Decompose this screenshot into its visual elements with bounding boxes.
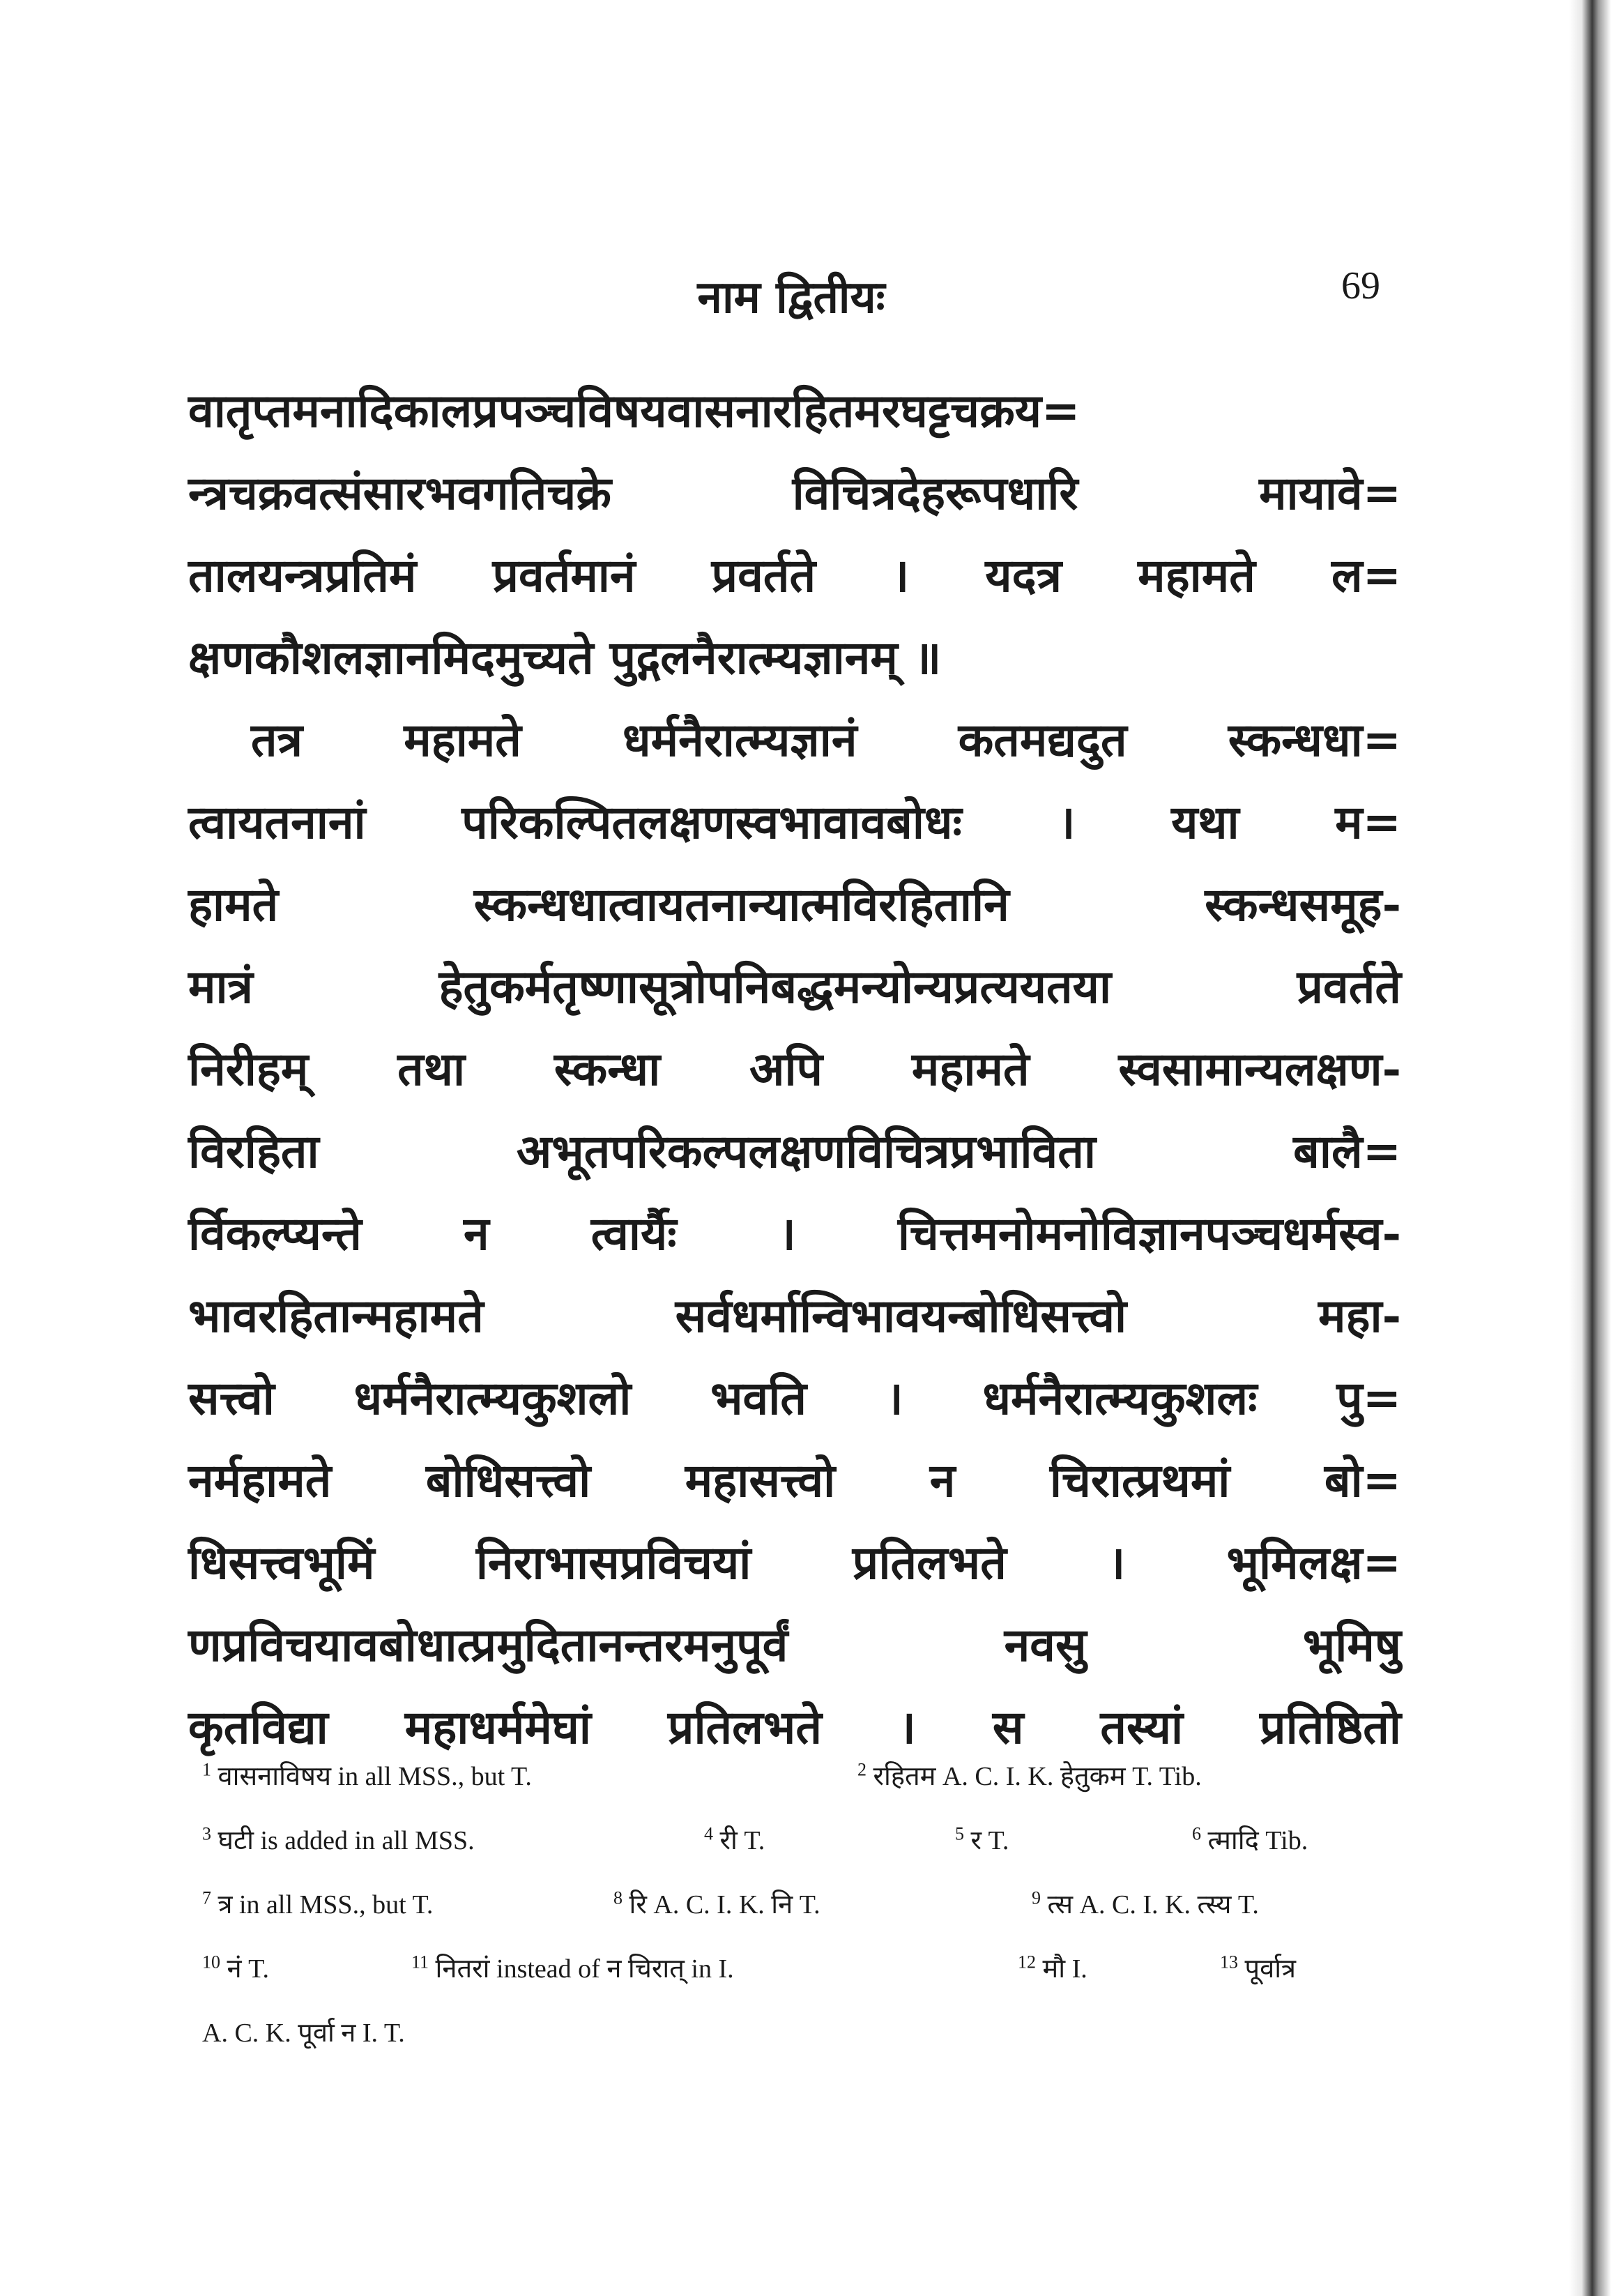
- footnote-row: [202, 1871, 1394, 1936]
- text-line: तत्र महामते धर्मनैरात्म्यज्ञानं कतमद्यदुत स्कन्धधा=: [251, 713, 1401, 767]
- text-line: क्षणकौशलज्ञानमिदमुच्यते पुद्गलनैरात्म्यज्ञानम् ॥: [188, 630, 942, 685]
- footnotes: [202, 1743, 1394, 2064]
- page-binding-edge: [1569, 0, 1611, 2296]
- text-line: त्वायतनानां परिकल्पितलक्षणस्वभावावबोधः । यथा म=: [188, 795, 1401, 849]
- footnote: $^{13}$ पूर्वात्र: [1220, 1952, 1297, 1984]
- text-line: कृतविद्या महाधर्ममेघां प्रतिलभते । स तस्यां प्रतिष्ठितो: [188, 1700, 1401, 1754]
- footnote: $^{12}$ मौ I.: [1018, 1952, 1087, 1984]
- text-line: णप्रविचयावबोधात्प्रमुदितानन्तरमनुपूर्वं नवसु भूमिषु: [188, 1618, 1401, 1672]
- footnote: $^2$ रहितम A. C. I. K. हेतुकम T. Tib.: [857, 1759, 1202, 1791]
- text-line: सत्त्वो धर्मनैरात्म्यकुशलो भवति । धर्मनैरात्म्यकुशलः पु=: [188, 1371, 1401, 1425]
- text-line: र्विकल्प्यन्ते न त्वार्यैः । चित्तमनोमनोविज्ञानपञ्चधर्मस्व-: [188, 1206, 1401, 1261]
- text-line: तालयन्त्रप्रतिमं प्रवर्तमानं प्रवर्तते । यदत्र महामते ल=: [188, 548, 1401, 602]
- footnote: $^7$ त्र in all MSS., but T.: [202, 1887, 434, 1919]
- text-line: हामते स्कन्धधात्वायतनान्यात्मविरहितानि स्कन्धसमूह-: [188, 877, 1401, 932]
- footnote: $^4$ री T.: [704, 1823, 765, 1855]
- footnote-row: [202, 1743, 1394, 1807]
- text-line: वातृप्तमनादिकालप्रपञ्चविषयवासनारहितमरघट्टचक्रय=: [188, 383, 1081, 438]
- text-line: निरीहम् तथा स्कन्धा अपि महामते स्वसामान्यलक्षण-: [188, 1042, 1401, 1096]
- footnote: $^{10}$ नं T.: [202, 1952, 269, 1984]
- footnote: $^9$ त्स A. C. I. K. त्स्य T.: [1032, 1887, 1259, 1919]
- footnote: $^3$ घटी is added in all MSS.: [202, 1823, 475, 1855]
- footnote: $^8$ रि A. C. I. K. नि T.: [613, 1887, 820, 1919]
- text-line: धिसत्त्वभूमिं निराभासप्रविचयां प्रतिलभते । भूमिलक्ष=: [188, 1535, 1401, 1590]
- footnote: $^5$ र T.: [955, 1823, 1009, 1855]
- text-line: नर्महामते बोधिसत्त्वो महासत्त्वो न चिरात्प्रथमां बो=: [188, 1453, 1401, 1507]
- footnote-row: [202, 1936, 1394, 2000]
- footnote: $^6$ त्मादि Tib.: [1192, 1823, 1308, 1855]
- text-line: न्त्रचक्रवत्संसारभवगतिचक्रे विचित्रदेहरूपधारि मायावे=: [188, 466, 1401, 520]
- running-title: नाम द्वितीयः: [697, 271, 885, 324]
- text-line: विरहिता अभूतपरिकल्पलक्षणविचित्रप्रभाविता बालै=: [188, 1124, 1401, 1178]
- text-line: भावरहितान्महामते सर्वधर्मान्विभावयन्बोधिसत्त्वो महा-: [188, 1288, 1401, 1343]
- footnote-row: [202, 2000, 1394, 2064]
- footnote: $^{11}$ नितरां instead of न चिरात् in I.: [411, 1952, 734, 1984]
- page-number: 69: [1341, 264, 1380, 307]
- footnote-row: [202, 1807, 1394, 1871]
- body-text: [188, 370, 1401, 1768]
- footnote-continuation: A. C. K. पूर्वा न I. T.: [202, 2018, 405, 2048]
- text-line: मात्रं हेतुकर्मतृष्णासूत्रोपनिबद्धमन्योन्यप्रत्ययतया प्रवर्तते: [188, 959, 1401, 1014]
- page-header: [188, 258, 1394, 335]
- footnote: $^1$ वासनाविषय in all MSS., but T.: [202, 1759, 532, 1791]
